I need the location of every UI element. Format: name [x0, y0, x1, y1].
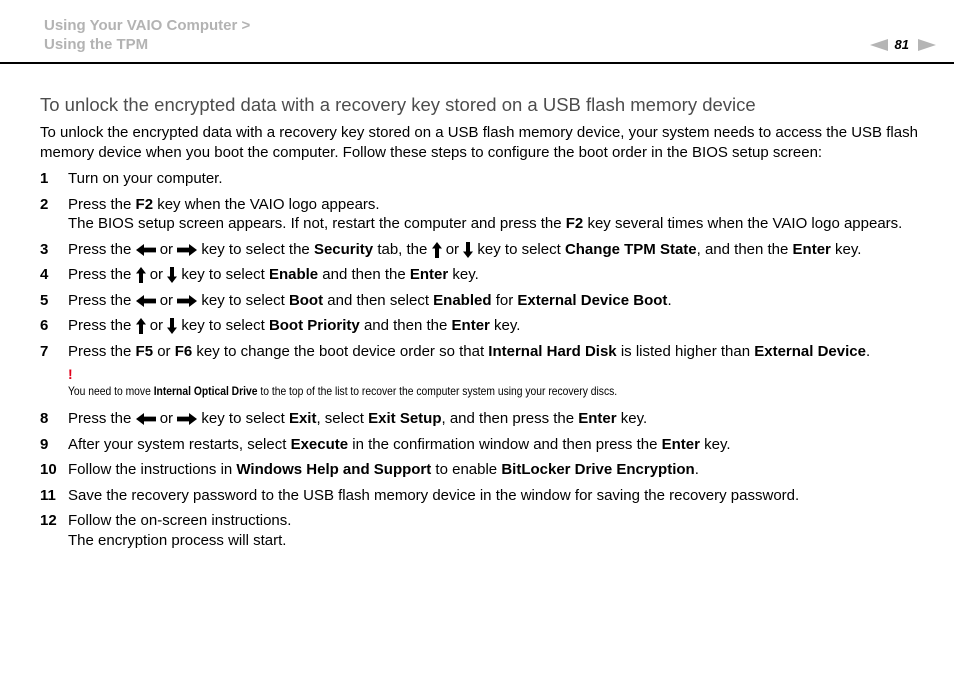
text-part: or	[155, 410, 178, 427]
menu-name: Security	[313, 240, 374, 258]
down-arrow-key-icon	[463, 242, 473, 258]
step-number: 6	[40, 317, 49, 334]
key-name: F5	[135, 342, 154, 360]
step-text	[68, 511, 930, 550]
text-part: key.	[616, 410, 648, 427]
text-part: key.	[830, 240, 862, 258]
step-text	[68, 291, 930, 311]
step-number: 9	[40, 435, 49, 453]
key-name: Enter	[451, 317, 490, 334]
text-part: is listed higher than	[616, 342, 755, 360]
step-6	[40, 316, 930, 336]
text-part: Press the	[68, 317, 136, 334]
text-part: and then the	[318, 266, 410, 283]
menu-name: Internal Hard Disk	[488, 342, 617, 360]
step-number: 11	[40, 486, 56, 504]
left-arrow-key-icon	[136, 244, 156, 256]
menu-name: Enabled	[433, 291, 492, 309]
step-text	[68, 240, 930, 260]
breadcrumb-parent[interactable]: Using Your VAIO Computer >	[44, 17, 251, 34]
down-arrow-key-icon	[167, 318, 177, 334]
breadcrumb	[44, 16, 250, 54]
text-part: .	[865, 342, 871, 360]
text-part: or	[145, 317, 168, 334]
text-part: , select	[316, 410, 369, 427]
text-part: key to select	[177, 266, 269, 283]
menu-name: External Device Boot	[517, 291, 668, 309]
text-part: Press the	[68, 266, 136, 283]
text-part: .	[667, 291, 672, 309]
right-arrow-key-icon	[177, 295, 197, 307]
text-part: or	[155, 291, 178, 309]
step-number: 5	[40, 291, 49, 309]
key-name: Enter	[578, 410, 617, 427]
text-part: Follow the instructions in	[68, 461, 237, 478]
menu-name: Enable	[268, 266, 319, 283]
up-arrow-key-icon	[136, 267, 146, 283]
text-part: or	[145, 266, 168, 283]
text-part: key.	[448, 266, 479, 283]
text-part: key.	[699, 435, 731, 453]
header-divider	[0, 62, 954, 64]
key-name: F2	[135, 195, 154, 213]
text-part: tab, the	[373, 240, 432, 258]
text-part: key to select	[197, 291, 289, 309]
down-arrow-key-icon	[167, 267, 177, 283]
step-7	[40, 342, 930, 362]
text-part: Press the	[68, 240, 136, 258]
text-part: , and then press the	[441, 410, 579, 427]
text-part: key to select	[473, 240, 565, 258]
left-arrow-key-icon	[136, 295, 156, 307]
step-text: Turn on your computer.	[68, 170, 223, 187]
text-part: The encryption process will start.	[68, 531, 287, 549]
step-text	[68, 195, 930, 234]
page-navigation	[870, 37, 936, 52]
step-text	[68, 265, 930, 285]
note-box	[68, 367, 930, 400]
text-part: or	[155, 240, 178, 258]
step-11	[40, 486, 930, 506]
step-text	[68, 342, 930, 362]
step-12	[40, 511, 930, 550]
menu-name: BitLocker Drive Encryption	[501, 461, 695, 478]
menu-name: Change TPM State	[564, 240, 697, 258]
key-name: Enter	[792, 240, 831, 258]
text-part: to enable	[431, 461, 502, 478]
step-text: Save the recovery password to the USB flash memory device in the window for saving the recovery password.	[68, 486, 800, 504]
menu-name: External Device	[754, 342, 866, 360]
up-arrow-key-icon	[432, 242, 442, 258]
text-part: Press the	[68, 195, 136, 213]
text-part: key.	[489, 317, 521, 334]
text-part: key to change the boot device order so that	[192, 342, 489, 360]
menu-name: Boot	[288, 291, 324, 309]
menu-name: Exit Setup	[368, 410, 442, 427]
step-number: 12	[40, 512, 57, 529]
intro-paragraph: To unlock the encrypted data with a recovery key stored on a USB flash memory device, your system needs to access the USB flash memory device when you boot the computer. Follow these steps to configure the boot order in the BIOS setup screen:	[40, 124, 918, 161]
text-part: You need to move	[68, 384, 154, 398]
key-name: Enter	[409, 266, 449, 283]
menu-name: Boot Priority	[268, 317, 360, 334]
step-number: 10	[40, 461, 57, 478]
text-part: key several times when the VAIO logo appears.	[583, 215, 903, 232]
right-arrow-key-icon	[177, 244, 197, 256]
text-part: or	[153, 342, 175, 360]
key-name: F6	[174, 342, 193, 360]
menu-name: Windows Help and Support	[236, 461, 432, 478]
step-text	[68, 409, 930, 429]
step-number: 3	[40, 240, 49, 258]
text-part: key to select	[197, 410, 289, 427]
main-content	[40, 94, 930, 556]
step-text	[68, 460, 930, 480]
text-part: Press the	[68, 410, 136, 427]
text-part: for	[491, 291, 518, 309]
text-part: The BIOS setup screen appears. If not, restart the computer and press the	[68, 215, 566, 232]
text-part: key when the VAIO logo appears.	[153, 195, 380, 213]
step-text	[68, 435, 930, 455]
key-name: Enter	[661, 435, 700, 453]
step-number: 1	[40, 170, 49, 187]
menu-name: Execute	[290, 435, 349, 453]
step-number: 7	[40, 342, 49, 360]
step-1	[40, 169, 930, 189]
text-part: Press the	[68, 291, 136, 309]
up-arrow-key-icon	[136, 318, 146, 334]
previous-page-arrow-icon[interactable]	[870, 39, 888, 51]
menu-name: Internal Optical Drive	[153, 384, 258, 398]
section-heading: To unlock the encrypted data with a recovery key stored on a USB flash memory device	[40, 94, 756, 115]
step-2	[40, 195, 930, 234]
text-part: and then select	[323, 291, 434, 309]
step-8	[40, 409, 930, 429]
step-text	[68, 316, 930, 336]
key-name: F2	[565, 215, 584, 232]
step-number: 2	[40, 195, 49, 213]
step-3	[40, 240, 930, 260]
step-4	[40, 265, 930, 285]
text-part: key to select	[177, 317, 269, 334]
step-number: 4	[40, 266, 49, 283]
text-part: to the top of the list to recover the computer system using your recovery discs.	[257, 384, 618, 398]
warning-mark-icon: !	[68, 366, 73, 382]
text-part: , and then the	[696, 240, 793, 258]
next-page-arrow-icon[interactable]	[918, 39, 936, 51]
note-text	[68, 383, 617, 399]
text-part: in the confirmation window and then press the	[348, 435, 662, 453]
right-arrow-key-icon	[177, 413, 197, 425]
step-9	[40, 435, 930, 455]
step-10	[40, 460, 930, 480]
page-number: 81	[894, 37, 909, 52]
left-arrow-key-icon	[136, 413, 156, 425]
step-number: 8	[40, 410, 49, 427]
text-part: .	[694, 461, 699, 478]
text-part: Press the	[68, 342, 136, 360]
menu-name: Exit	[288, 410, 317, 427]
text-part: Follow the on-screen instructions.	[68, 512, 292, 529]
breadcrumb-current: Using the TPM	[44, 36, 149, 53]
text-part: and then the	[359, 317, 452, 334]
text-part: or	[441, 240, 464, 258]
step-5	[40, 291, 930, 311]
text-part: key to select the	[197, 240, 314, 258]
text-part: After your system restarts, select	[68, 435, 291, 453]
